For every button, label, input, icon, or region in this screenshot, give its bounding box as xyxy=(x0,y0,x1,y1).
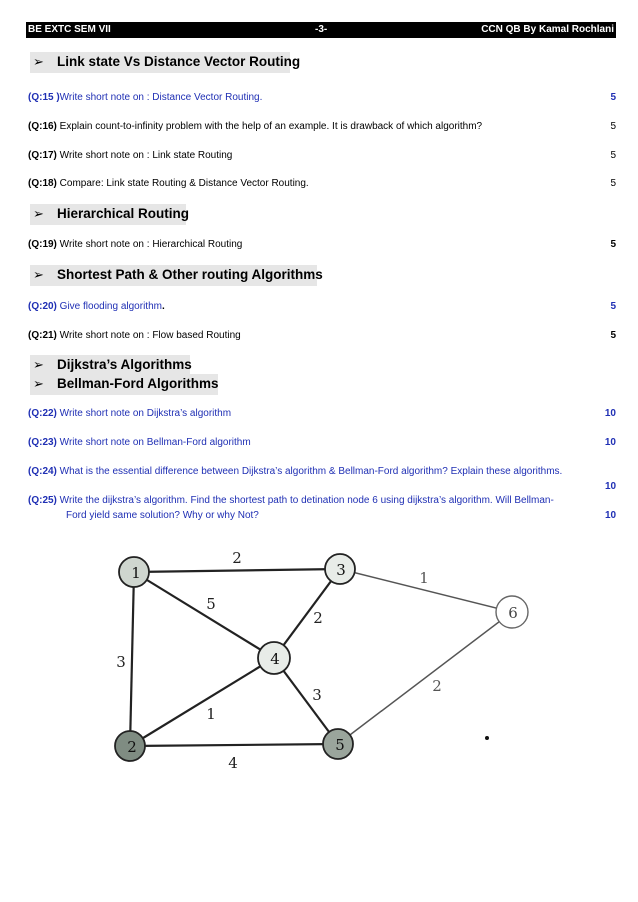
question-25-marks: 10 xyxy=(605,510,617,521)
edge-2-5 xyxy=(130,744,338,746)
node-3-label: 3 xyxy=(336,561,346,579)
question-text: Compare: Link state Routing & Distance Vector Routing. xyxy=(56,178,309,189)
question-text: Write short note on Dijkstra’s algorithm xyxy=(56,408,232,419)
node-2-label: 2 xyxy=(127,738,137,756)
question-25-continuation: Ford yield same solution? Why or why Not? xyxy=(66,510,259,521)
question-marks: 10 xyxy=(604,437,616,448)
node-6-label: 6 xyxy=(508,604,518,622)
question-text: Write short note on : Link state Routing xyxy=(56,150,233,161)
header-page-number: -3- xyxy=(315,24,328,35)
stray-dot xyxy=(485,736,489,740)
question-number: (Q:22) xyxy=(28,408,57,419)
question-number: (Q:23) xyxy=(28,437,57,448)
question-number: (Q:18) xyxy=(28,178,57,189)
question-number: (Q:25) xyxy=(28,495,57,506)
section-title: Dijkstra’s Algorithms xyxy=(57,357,192,372)
question-marks: 5 xyxy=(610,330,616,341)
weight-5-6: 2 xyxy=(432,677,442,695)
weight-1-2: 3 xyxy=(116,653,126,671)
question-number: (Q:17) xyxy=(28,150,57,161)
question-text: Write short note on : Hierarchical Routing xyxy=(56,239,243,250)
edge-5-6 xyxy=(338,612,512,744)
question-marks: 10 xyxy=(604,408,616,419)
header-course: BE EXTC SEM VII xyxy=(28,24,111,35)
question-marks: 5 xyxy=(610,150,616,161)
node-5-label: 5 xyxy=(335,736,345,754)
weight-1-3: 2 xyxy=(232,549,242,567)
question-number: (Q:20) xyxy=(28,301,57,312)
arrow-bullet-icon: ➢ xyxy=(33,357,44,372)
question-text: Write short note on : Distance Vector Routing. xyxy=(59,92,263,103)
question-text: Write the dijkstra’s algorithm. Find the shortest path to detination node 6 using dijkstra’s algorithm. Will Bellman- xyxy=(56,495,554,506)
question-text: Explain count-to-infinity problem with the help of an example. It is drawback of which algorithm? xyxy=(56,121,483,132)
arrow-bullet-icon: ➢ xyxy=(33,206,44,221)
node-1-label: 1 xyxy=(131,564,141,582)
section-title: Shortest Path & Other routing Algorithms xyxy=(57,267,323,282)
question-text: What is the essential difference between Dijkstra’s algorithm & Bellman-Ford algorithm? Explain these algorithms. xyxy=(56,466,563,477)
question-text: Write short note on : Flow based Routing xyxy=(56,330,241,341)
arrow-bullet-icon: ➢ xyxy=(33,267,44,282)
question-number: (Q:16) xyxy=(28,121,57,132)
edge-1-4 xyxy=(134,572,274,658)
node-4-label: 4 xyxy=(270,650,280,668)
header-author: CCN QB By Kamal Rochlani xyxy=(481,24,614,35)
section-title: Link state Vs Distance Vector Routing xyxy=(57,54,301,69)
weight-2-5: 4 xyxy=(228,754,238,772)
weight-3-4: 2 xyxy=(313,609,323,627)
question-marks: 5 xyxy=(610,301,616,312)
question-marks: 5 xyxy=(610,121,616,132)
section-title: Hierarchical Routing xyxy=(57,206,190,221)
weight-3-6: 1 xyxy=(419,569,429,587)
question-24-marks: 10 xyxy=(605,481,617,492)
edge-1-3 xyxy=(134,569,340,572)
question-suffix: . xyxy=(161,301,165,312)
arrow-bullet-icon: ➢ xyxy=(33,376,44,391)
weight-4-5: 3 xyxy=(312,686,322,704)
question-text: Write short note on Bellman-Ford algorithm xyxy=(56,437,251,448)
edge-4-2 xyxy=(130,658,274,746)
question-marks: 5 xyxy=(610,178,616,189)
question-marks: 5 xyxy=(610,92,616,103)
arrow-bullet-icon: ➢ xyxy=(33,54,44,69)
weight-4-2: 1 xyxy=(206,705,216,723)
question-number: (Q:15 ) xyxy=(28,92,60,103)
question-marks: 5 xyxy=(610,239,616,250)
question-number: (Q:21) xyxy=(28,330,57,341)
question-text: Give flooding algorithm xyxy=(56,301,162,312)
question-number: (Q:24) xyxy=(28,466,57,477)
section-title: Bellman-Ford Algorithms xyxy=(57,376,219,391)
question-number: (Q:19) xyxy=(28,239,57,250)
weight-1-4: 5 xyxy=(206,595,216,613)
edge-1-2 xyxy=(130,572,134,746)
